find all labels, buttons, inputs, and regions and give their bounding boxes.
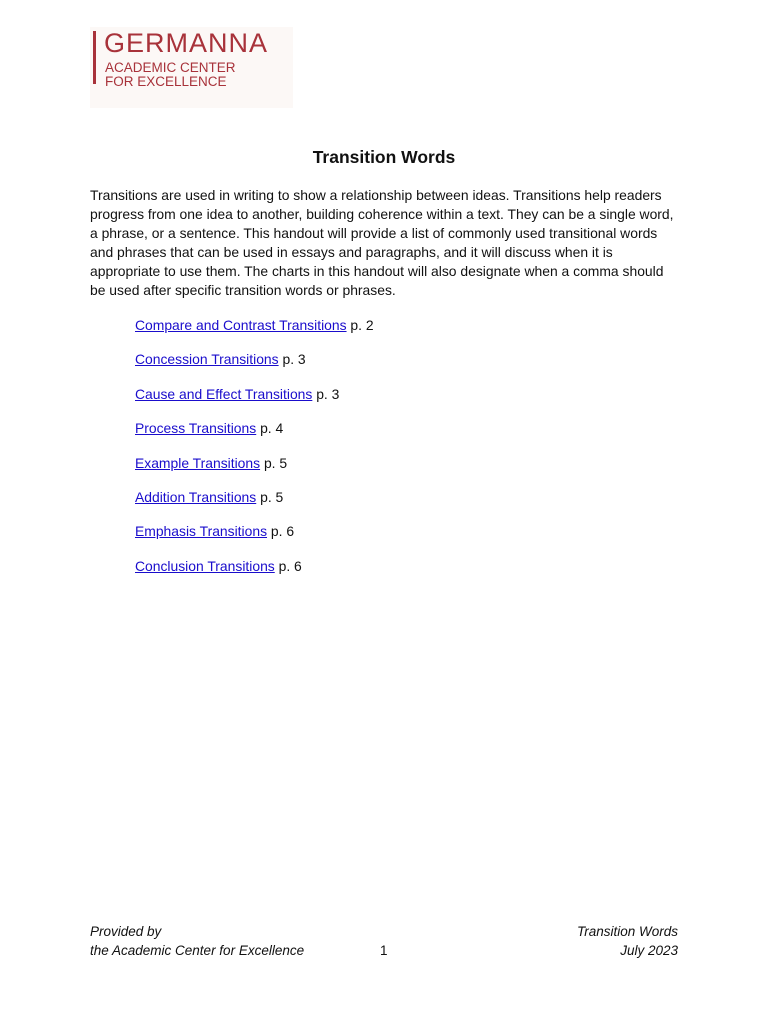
logo-name: GERMANNA — [104, 28, 269, 58]
logo-subtitle-line1: ACADEMIC CENTER — [105, 60, 236, 75]
table-of-contents — [135, 316, 374, 591]
toc-item — [135, 522, 374, 556]
toc-page: p. 2 — [350, 317, 374, 333]
toc-link-emphasis[interactable]: Emphasis Transitions — [135, 523, 268, 540]
toc-link-example[interactable]: Example Transitions — [135, 454, 261, 471]
toc-item — [135, 350, 374, 384]
footer-doc-title: Transition Words — [576, 924, 678, 939]
toc-page: p. 5 — [260, 488, 284, 505]
footer-date: July 2023 — [620, 943, 678, 958]
footer-provider — [90, 922, 304, 960]
logo-accent-bar — [93, 31, 96, 84]
toc-item — [135, 557, 374, 591]
toc-item — [135, 488, 374, 522]
toc-page: p. 6 — [270, 523, 295, 540]
toc-page: p. 3 — [282, 351, 306, 368]
footer-center-name: the Academic Center for Excellence — [90, 943, 305, 958]
toc-page: p. 6 — [278, 557, 302, 574]
toc-item — [135, 385, 374, 419]
toc-page: p. 3 — [316, 385, 340, 402]
toc-item — [135, 316, 374, 350]
page-footer — [90, 922, 678, 962]
intro-paragraph: Transitions are used in writing to show a relationship between ideas. Transitions help readers progress from one idea to another, building coherence within a text. They can be a single word, a phrase, or a sentence. This handout will provide a list of commonly used transitional words and phrases that can be used in essays and paragraphs, and it will discuss when it is appropriate to use them. The charts in this handout will also designate when a comma should be used after specific transition words or phrases. — [90, 187, 674, 298]
footer-provided-by: Provided by — [90, 924, 162, 939]
toc-link-conclusion[interactable]: Conclusion Transitions — [135, 557, 275, 574]
toc-link-concession[interactable]: Concession Transitions — [135, 351, 279, 368]
toc-page: p. 5 — [263, 454, 288, 471]
toc-link-compare-contrast[interactable]: Compare and Contrast Transitions — [135, 317, 347, 333]
toc-link-cause-effect[interactable]: Cause and Effect Transitions — [135, 385, 313, 402]
toc-link-addition[interactable]: Addition Transitions — [135, 488, 257, 505]
germanna-logo — [90, 27, 293, 108]
toc-link-process[interactable]: Process Transitions — [135, 420, 257, 437]
page-number: 1 — [380, 943, 388, 958]
toc-page: p. 4 — [260, 420, 284, 437]
toc-item — [135, 454, 374, 488]
page-title: Transition Words — [312, 147, 456, 167]
toc-item — [135, 419, 374, 453]
logo-subtitle-line2: FOR EXCELLENCE — [105, 74, 227, 89]
footer-doc-info — [577, 922, 678, 960]
